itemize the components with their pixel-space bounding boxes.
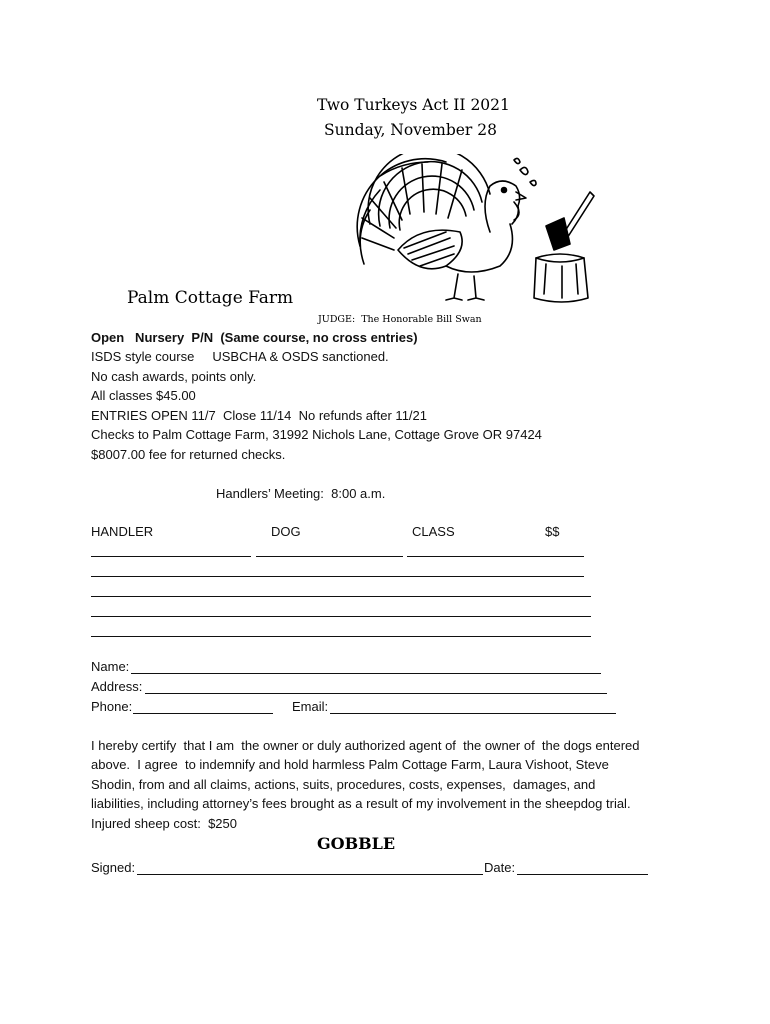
- classes-line: Open Nursery P/N (Same course, no cross entries): [91, 330, 418, 345]
- email-field[interactable]: [330, 713, 616, 714]
- entry-line-5[interactable]: [91, 636, 591, 637]
- entry-dog-field[interactable]: [256, 556, 403, 557]
- entries-line: ENTRIES OPEN 11/7 Close 11/14 No refunds after 11/21: [91, 408, 428, 423]
- entry-line-4[interactable]: [91, 616, 591, 617]
- address-field[interactable]: [145, 693, 607, 694]
- name-field[interactable]: [131, 673, 601, 674]
- event-title: Two Turkeys Act II 2021: [317, 96, 510, 114]
- course-line: ISDS style course USBCHA & OSDS sanctioned.: [91, 349, 389, 364]
- returned-checks-line: $8007.00 fee for returned checks.: [91, 447, 286, 462]
- fees-line: All classes $45.00: [91, 388, 196, 403]
- phone-field[interactable]: [133, 713, 273, 714]
- date-label: Date:: [484, 860, 516, 875]
- email-label: Email:: [292, 699, 329, 714]
- address-label: Address:: [91, 679, 143, 694]
- entry-line-3[interactable]: [91, 596, 591, 597]
- entry-class-field[interactable]: [407, 556, 584, 557]
- awards-line: No cash awards, points only.: [91, 369, 257, 384]
- injured-sheep-cost: Injured sheep cost: $250: [91, 816, 237, 831]
- waiver-line-4: liabilities, including attorney’s fees brought as a result of my involvement in the sheepdog trial.: [91, 796, 631, 811]
- waiver-line-2: above. I agree to indemnify and hold harmless Palm Cottage Farm, Laura Vishoot, Steve: [91, 757, 609, 772]
- handlers-meeting: Handlers’ Meeting: 8:00 a.m.: [216, 486, 386, 501]
- header-class: CLASS: [412, 524, 455, 539]
- header-fee: $$: [545, 524, 560, 539]
- header-dog: DOG: [271, 524, 301, 539]
- waiver-line-1: I hereby certify that I am the owner or duly authorized agent of the owner of the dogs entered: [91, 738, 640, 753]
- name-label: Name:: [91, 659, 130, 674]
- phone-label: Phone:: [91, 699, 133, 714]
- checks-line: Checks to Palm Cottage Farm, 31992 Nichols Lane, Cottage Grove OR 97424: [91, 427, 542, 442]
- farm-name: Palm Cottage Farm: [127, 288, 294, 308]
- waiver-line-3: Shodin, from and all claims, actions, suits, procedures, costs, expenses, damages, and: [91, 777, 596, 792]
- gobble-heading: GOBBLE: [317, 834, 396, 853]
- signature-field[interactable]: [137, 874, 483, 875]
- entry-line-2[interactable]: [91, 576, 584, 577]
- signed-label: Signed:: [91, 860, 136, 875]
- turkey-chopping-block-icon: [350, 154, 596, 306]
- header-handler: HANDLER: [91, 524, 154, 539]
- event-date: Sunday, November 28: [324, 121, 497, 139]
- judge-line: JUDGE: The Honorable Bill Swan: [318, 314, 482, 325]
- date-field[interactable]: [517, 874, 648, 875]
- entry-handler-field[interactable]: [91, 556, 251, 557]
